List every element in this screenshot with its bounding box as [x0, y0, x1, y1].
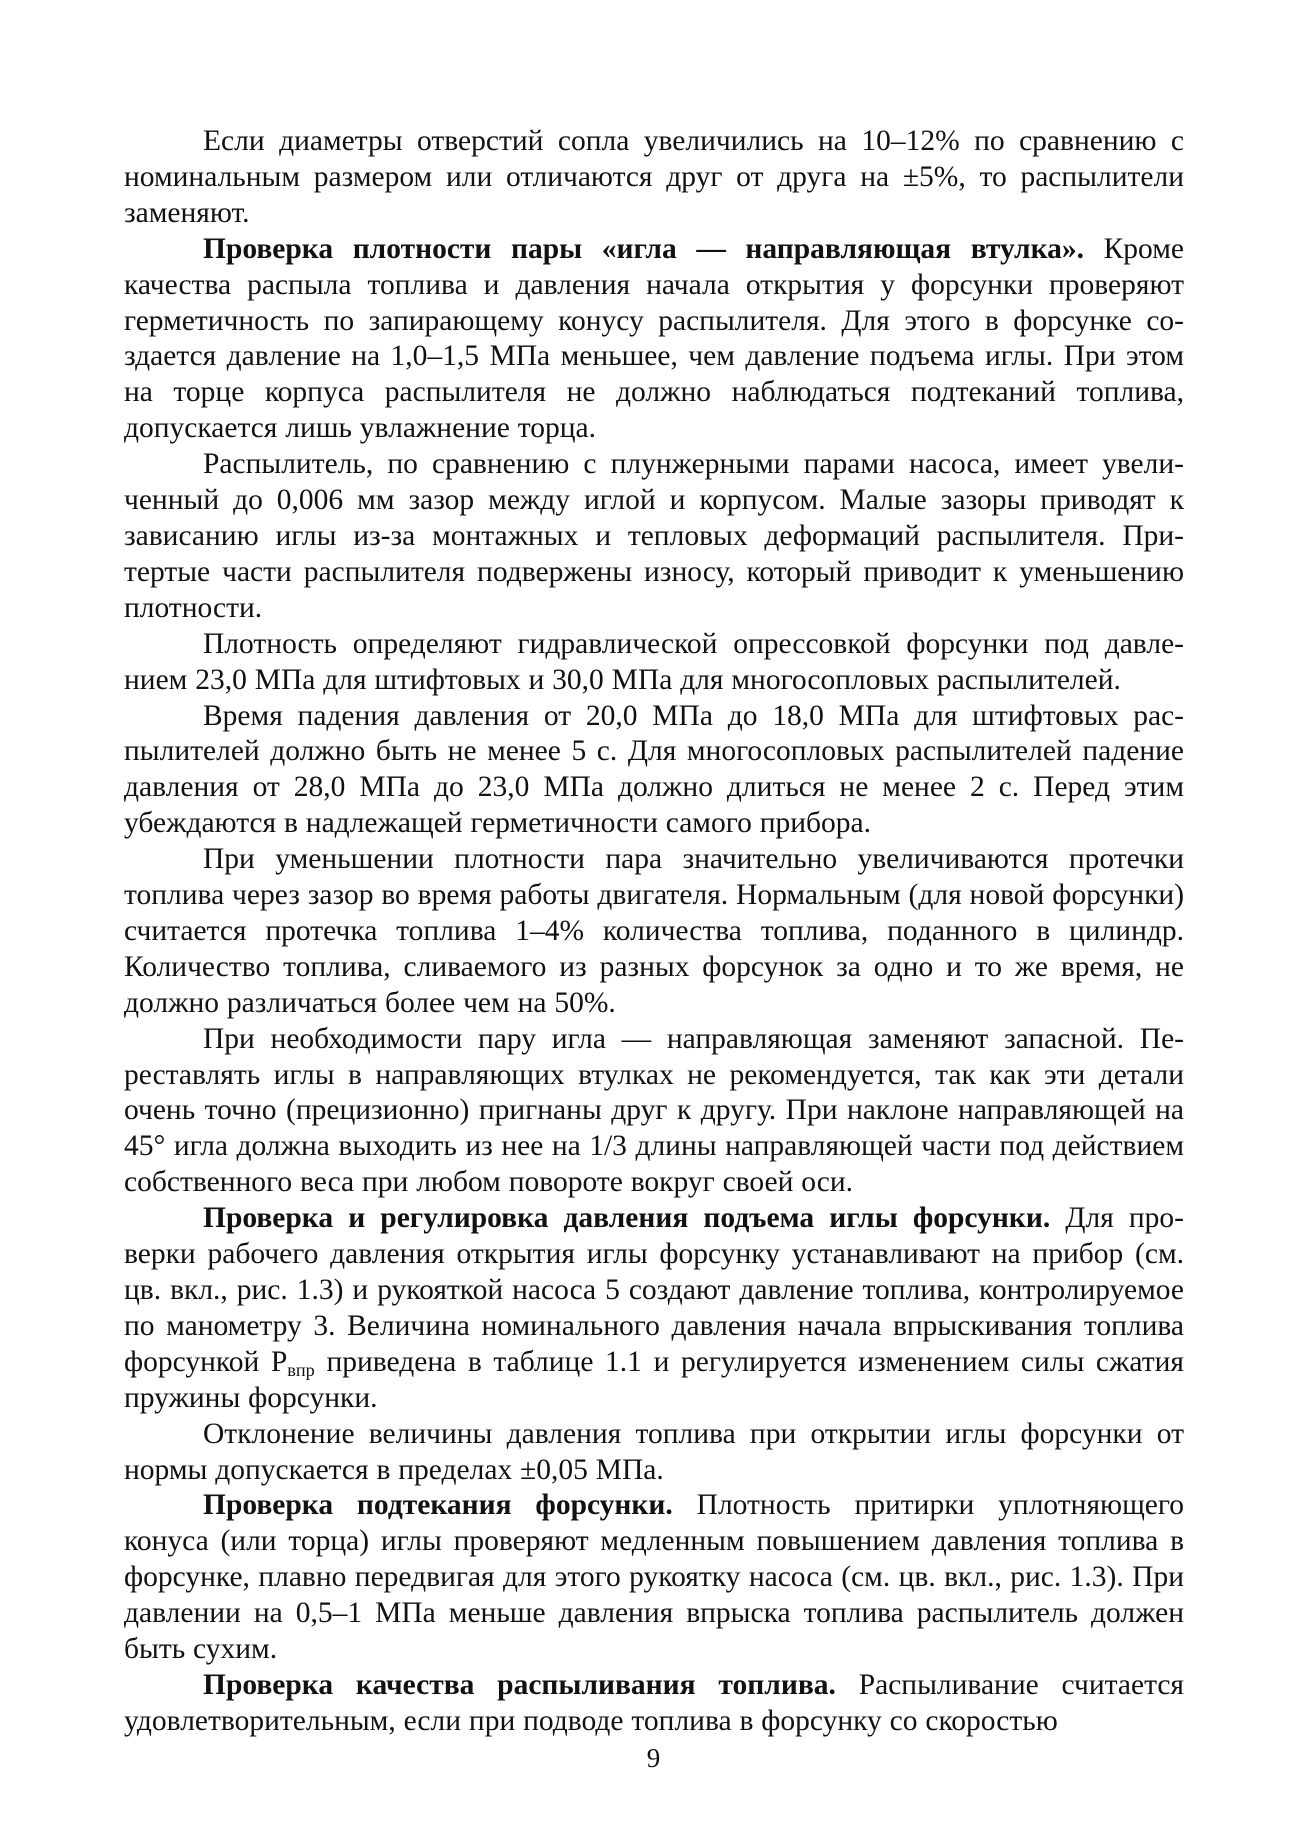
paragraph-text-tail: приведена в таблице 1.1 и регулируется изменением силы сжатия пружины форсунки. — [124, 1345, 1184, 1414]
document-page — [124, 124, 1185, 1737]
page-number: 9 — [646, 1743, 661, 1773]
paragraph-text: Распылитель, по сравнению с плунжерными парами насоса, имеет увеличенный до 0,006 мм зазор между иглой и корпусом. Малые зазоры приводят к зависанию иглы из-за монтажных и тепловых деформаций распылителя. Притертые части распылителя подвержены износу, который приводит к уменьшению плотности. — [124, 448, 1184, 624]
paragraph-text: Для проверки рабочего давления открытия иглы форсунку устанавливают на прибор (см. цв. вкл., рис. 1.3) и рукояткой насоса 5 создают давление топлива, контролируемое по манометру 3. Величина номинального давления начала впрыскивания топлива форсункой Р — [124, 1202, 1184, 1378]
paragraph-heading: Проверка подтекания форсунки. — [203, 1489, 673, 1522]
paragraph-text: При уменьшении плотности пара значительно увеличиваются протечки топлива через зазор во время работы двигателя. Нормальным (для новой форсунки) считается протечка топлива 1–4% количества топлива, поданного в цилиндр. Количество топлива, сливаемого из разных форсунок за одно и то же время, не должно различаться более чем на 50%. — [124, 843, 1185, 1019]
paragraph-1 — [124, 124, 1184, 232]
paragraph-10 — [124, 1488, 1184, 1668]
subscript-vpr: впр — [287, 1359, 315, 1380]
paragraph-11 — [124, 1668, 1184, 1740]
paragraph-text: Плотность притирки уплотняющего конуса (или торца) иглы проверяют медленным повышением давления топлива в форсунке, плавно передвигая для этого рукоятку насоса (см. цв. вкл., рис. 1.3). При давлении на 0,5–1 МПа меньше давления впрыска топлива распылитель должен быть сухим. — [124, 1489, 1184, 1666]
paragraph-6 — [124, 842, 1184, 1022]
paragraph-2 — [124, 232, 1184, 447]
paragraph-heading: Проверка и регулировка давления подъема иглы форсунки. — [203, 1202, 1051, 1235]
paragraph-text: Время падения давления от 20,0 МПа до 18,0 МПа для штифтовых распылителей должно быть не менее 5 с. Для многосопловых распылителей падение давления от 28,0 МПа до 23,0 МПа должно длиться не менее 2 с. Перед этим убеждаются в надлежащей герметичности самого прибора. — [124, 699, 1184, 840]
paragraph-heading: Проверка плотности пары «игла — направляющая втулка». — [203, 232, 1085, 265]
paragraph-text: Кроме качества распыла топлива и давления начала открытия у форсунки проверяют герметичность по запирающему конусу распылителя. Для этого в форсунке создается давление на 1,0–1,5 МПа меньшее, чем давление подъема иглы. При этом на торце корпуса распылителя не должно наблюдаться подтеканий топлива, допускается лишь увлажнение торца. — [124, 232, 1184, 445]
paragraph-text: Распыливание считается удовлетворительным, если при подводе топлива в форсунку со скоростью — [124, 1668, 1184, 1737]
paragraph-3 — [124, 447, 1184, 627]
paragraph-heading: Проверка качества распыливания топлива. — [203, 1668, 836, 1701]
paragraph-text: Отклонение величины давления топлива при открытии иглы форсунки от нормы допускается в пределах ±0,05 МПа. — [124, 1417, 1184, 1486]
paragraph-4 — [124, 627, 1184, 699]
paragraph-text: Если диаметры отверстий сопла увеличились на 10–12% по сравнению с номинальным размером или отличаются друг от друга на ±5%, то распылители заменяют. — [124, 125, 1184, 229]
paragraph-5 — [124, 699, 1184, 843]
paragraph-9 — [124, 1417, 1184, 1489]
paragraph-text: При необходимости пару игла — направляющая заменяют запасной. Переставлять иглы в направляющих втулках не рекомендуется, так как эти детали очень точно (прецизионно) пригнаны друг к другу. При наклоне направляющей на 45° игла должна выходить из нее на 1/3 длины направляющей части под действием собственного веса при любом повороте вокруг своей оси. — [124, 1022, 1184, 1199]
paragraph-7 — [124, 1022, 1184, 1202]
paragraph-text: Плотность определяют гидравлической опрессовкой форсунки под давлением 23,0 МПа для штифтовых и 30,0 МПа для многосопловых распылителей. — [124, 627, 1184, 696]
body-text — [124, 124, 1184, 1740]
paragraph-8 — [124, 1201, 1184, 1416]
